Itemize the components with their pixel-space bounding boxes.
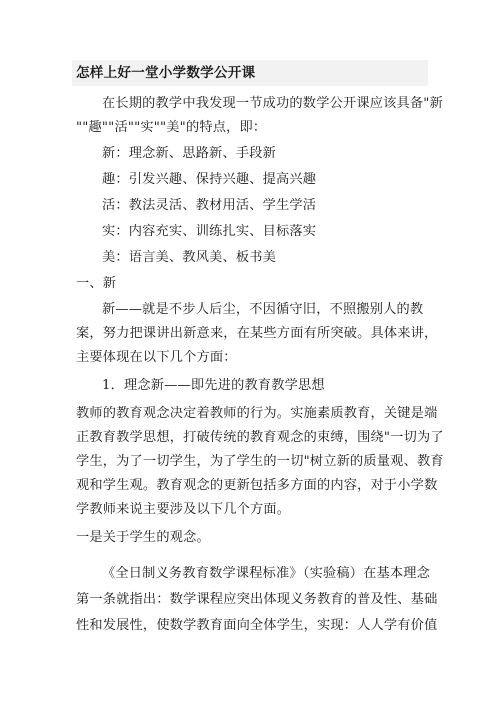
feature-new: 新：理念新、思路新、手段新 xyxy=(102,146,277,161)
subheading: 1．理念新——即先进的教育教学思想 xyxy=(102,378,325,393)
section-para-line-1: 新——就是不步人后尘，不因循守旧，不照搬别人的教 xyxy=(102,302,424,317)
concept-line-5: 学教师来说主要涉及以下几个方面。 xyxy=(76,502,291,517)
concept-line-4: 观和学生观。教育观念的更新包括多方面的内容，对于小学数 xyxy=(76,478,438,493)
feature-interest: 趣：引发兴趣、保持兴趣、提高兴趣 xyxy=(102,172,317,187)
intro-line-2: ""趣""活""实""美"的特点，即： xyxy=(76,120,267,135)
feature-solid: 实：内容充实、训练扎实、目标落实 xyxy=(102,224,317,239)
standard-line-1: 《全日制义务教育数学课程标准》（实验稿）在基本理念 xyxy=(102,566,431,581)
section-para-line-2: 案，努力把课讲出新意来，在某些方面有所突破。具体来讲， xyxy=(76,326,438,341)
point-one: 一是关于学生的观念。 xyxy=(76,530,210,545)
feature-lively: 活：教法灵活、教材用活、学生学活 xyxy=(102,198,317,213)
concept-line-2: 正教育教学思想，打破传统的教育观念的束缚，围绕"一切为了 xyxy=(76,430,444,445)
section-para-line-3: 主要体现在以下几个方面： xyxy=(76,350,237,365)
standard-line-2: 第一条就指出：数学课程应突出体现义务教育的普及性、基础 xyxy=(76,592,438,607)
concept-line-1: 教师的教育观念决定着教师的行为。实施素质教育，关键是端 xyxy=(76,406,438,421)
feature-beauty: 美：语言美、教风美、板书美 xyxy=(102,250,277,265)
standard-line-3: 性和发展性，使数学教育面向全体学生，实现：人人学有价值 xyxy=(76,618,438,633)
section-heading: 一、新 xyxy=(76,276,117,291)
concept-line-3: 学生，为了一切学生，为了学生的一切"树立新的质量观、教育 xyxy=(76,454,444,469)
document-title: 怎样上好一堂小学数学公开课 xyxy=(76,65,256,81)
intro-line-1: 在长期的教学中我发现一节成功的数学公开课应该具备"新 xyxy=(102,96,443,111)
